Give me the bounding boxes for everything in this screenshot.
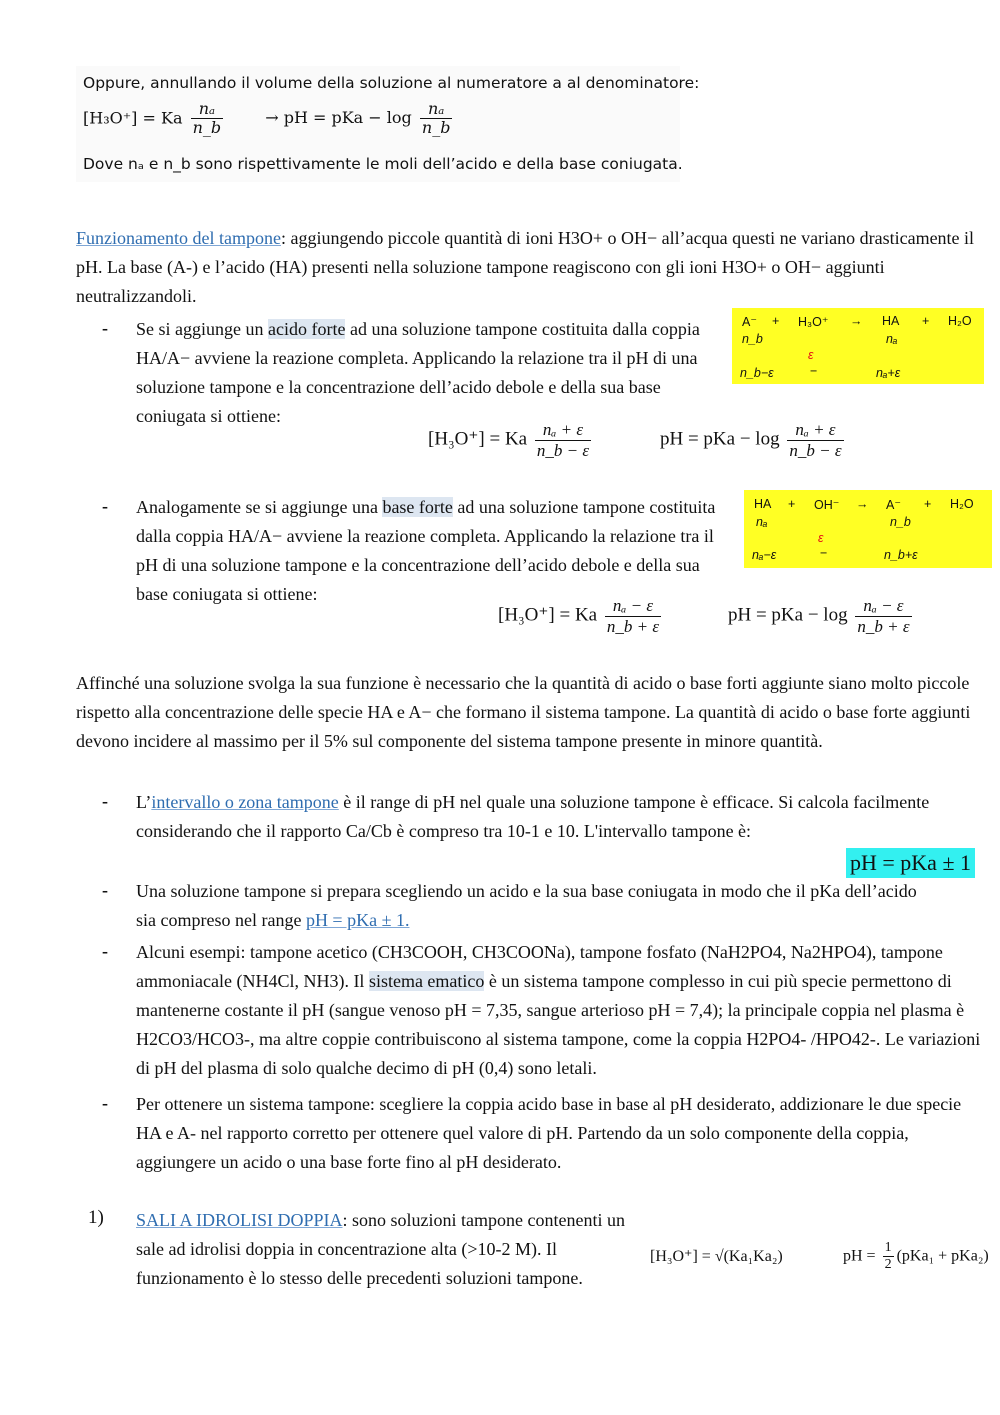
link-intervallo-tampone[interactable]: intervallo o zona tampone [151, 792, 339, 812]
highlight-sistema-ematico: sistema ematico [368, 971, 485, 991]
bullet-dash: - [102, 880, 108, 900]
inset-frac-1: $\frac{\text{nₐ}}{n\_b}$ [192, 99, 222, 138]
inset-frac-2: $\frac{\text{nₐ}}{n\_b}$ [421, 99, 451, 138]
reaction-table-base: HA + OH⁻ → A⁻ + H₂O nₐ n_b ε nₐ−ε − n_b+ε [744, 490, 992, 568]
highlight-acido-forte: acido forte [268, 319, 346, 339]
reaction-table-acid: A⁻ + H₃O⁺ → HA + H₂O n_b nₐ ε n_b−ε − nₐ+ε [732, 308, 984, 384]
bullet-dash: - [102, 941, 108, 961]
formula-inset [76, 66, 700, 182]
link-sali-idrolisi-doppia[interactable]: SALI A IDROLISI DOPPIA [136, 1210, 343, 1230]
inset-line-3: Dove nₐ e n_b sono rispettivamente le moli dell’acido e della base coniugata. [83, 155, 683, 173]
bullet-dash: - [102, 496, 108, 516]
equation-base-h3o: [H₃O⁺] = Ka $\frac{\text{nₐ − ε}}{n\_b + \varepsilon}$ [498, 596, 660, 636]
equation-sali-ph: pH = $\frac{1}{2}$ (pKa₁ + pKa₂) [843, 1240, 989, 1273]
equation-acid-h3o: [H₃O⁺] = Ka $\frac{\text{nₐ + ε}}{n\_b - \varepsilon}$ [428, 420, 590, 460]
bullet-esempi: Alcuni esempi: tampone acetico (CH3COOH, CH3COONa), tampone fosfato (NaH2PO4, Na2HPO4), tampone ammoniacale (NH4Cl, NH3). Il sistema ematico è un sistema tampone complesso in cui più specie permettono di mantenerne costante il pH (sangue venoso pH = 7,35, sangue arterioso pH = 7,4); la principale coppia nel plasma è H2CO3/HCO3-, ma altre coppie contribuiscono al sistema tampone, come la coppia H2PO4- /HPO42-. Le variazioni di pH del plasma di solo qualche decimo di pH (0,4) sono letali. [136, 942, 981, 1078]
section-number: 1) [88, 1207, 104, 1228]
bullet-base-forte: Analogamente se si aggiunge una base forte ad una soluzione tampone costituita dalla coppia HA/A− avviene la reazione completa. Applicando la relazione tra il pH di una soluzione tampone e la concentrazione dell’acido debole e della sua base coniugata si ottiene: [136, 497, 716, 604]
bullet-dash: - [102, 1093, 108, 1113]
intro-paragraph: Funzionamento del tampone: aggiungendo piccole quantità di ioni H3O+ o OH− all’acqua questi ne variano drasticamente il pH. La base (A-) e l’acido (HA) presenti nella soluzione tampone reagiscono con gli ioni H3O+ o OH− aggiunti neutralizzandoli. [76, 228, 975, 306]
inset-eq-arrow: → pH = pKa − log [265, 108, 412, 128]
epsilon-red: ε [808, 348, 814, 362]
bullet-dash: - [102, 318, 108, 338]
equation-base-ph: pH = pKa − log $\frac{\text{nₐ − ε}}{n\_b + \varepsilon}$ [728, 596, 910, 636]
bullet-intervallo-tampone: L’intervallo o zona tampone è il range di pH nel quale una soluzione tampone è efficace. Si calcola facilmente considerando che il rapporto Ca/Cb è compreso tra 10-1 e 10. L'intervallo tampone è: [136, 792, 930, 841]
inset-line-1: Oppure, annullando il volume della soluzione al numeratore a al denominatore: [83, 74, 700, 92]
inset-eq-left: [H₃O⁺] = Ka [83, 108, 183, 128]
section-sali-idrolisi-doppia: SALI A IDROLISI DOPPIA: sono soluzioni tampone contenenti un sale ad idrolisi doppia in concentrazione alta (>10-2 M). Il funzionamento è lo stesso delle precedenti soluzioni tampone. [136, 1210, 625, 1288]
epsilon-red: ε [818, 531, 824, 545]
link-range-ph[interactable]: pH = pKa ± 1. [305, 910, 410, 930]
inset-formula [83, 100, 455, 138]
highlight-base-forte: base forte [382, 497, 453, 517]
formula-intervallo-tampone: pH = pKa ± 1 [846, 848, 975, 878]
bullet-preparazione: Una soluzione tampone si prepara scegliendo un acido e la sua base coniugata in modo che il pKa dell’acido sia compreso nel range pH = pKa ± 1. [136, 881, 917, 930]
equation-acid-ph: pH = pKa − log $\frac{\text{nₐ + ε}}{n\_b - \varepsilon}$ [660, 420, 842, 460]
equation-sali-h3o: [H₃O⁺] = √(Ka₁Ka₂) [650, 1248, 783, 1265]
bullet-dash: - [102, 791, 108, 811]
bullet-acido-forte: Se si aggiunge un acido forte ad una soluzione tampone costituita dalla coppia HA/A− avviene la reazione completa. Applicando la relazione tra il pH di una soluzione tampone e la concentrazione dell’acido debole e della sua base coniugata si ottiene: [136, 319, 700, 426]
bullet-ottenere-tampone: Per ottenere un sistema tampone: scegliere la coppia acido base in base al pH desiderato, addizionare le due specie HA e A- nel rapporto corretto per ottenere quel valore di pH. Partendo da un solo componente della coppia, aggiungere un acido o una base forte fino al pH desiderato. [136, 1094, 962, 1172]
link-funzionamento-tampone[interactable]: Funzionamento del tampone [76, 228, 281, 248]
paragraph-requisiti: Affinché una soluzione svolga la sua funzione è necessario che la quantità di acido o base forti aggiunte siano molto piccole rispetto alla concentrazione delle specie HA e A− che formano il sistema tampone. La quantità di acido o base forte aggiunti devono incidere al massimo per il 5% sul componente del sistema tampone presente in minore quantità. [76, 673, 971, 751]
